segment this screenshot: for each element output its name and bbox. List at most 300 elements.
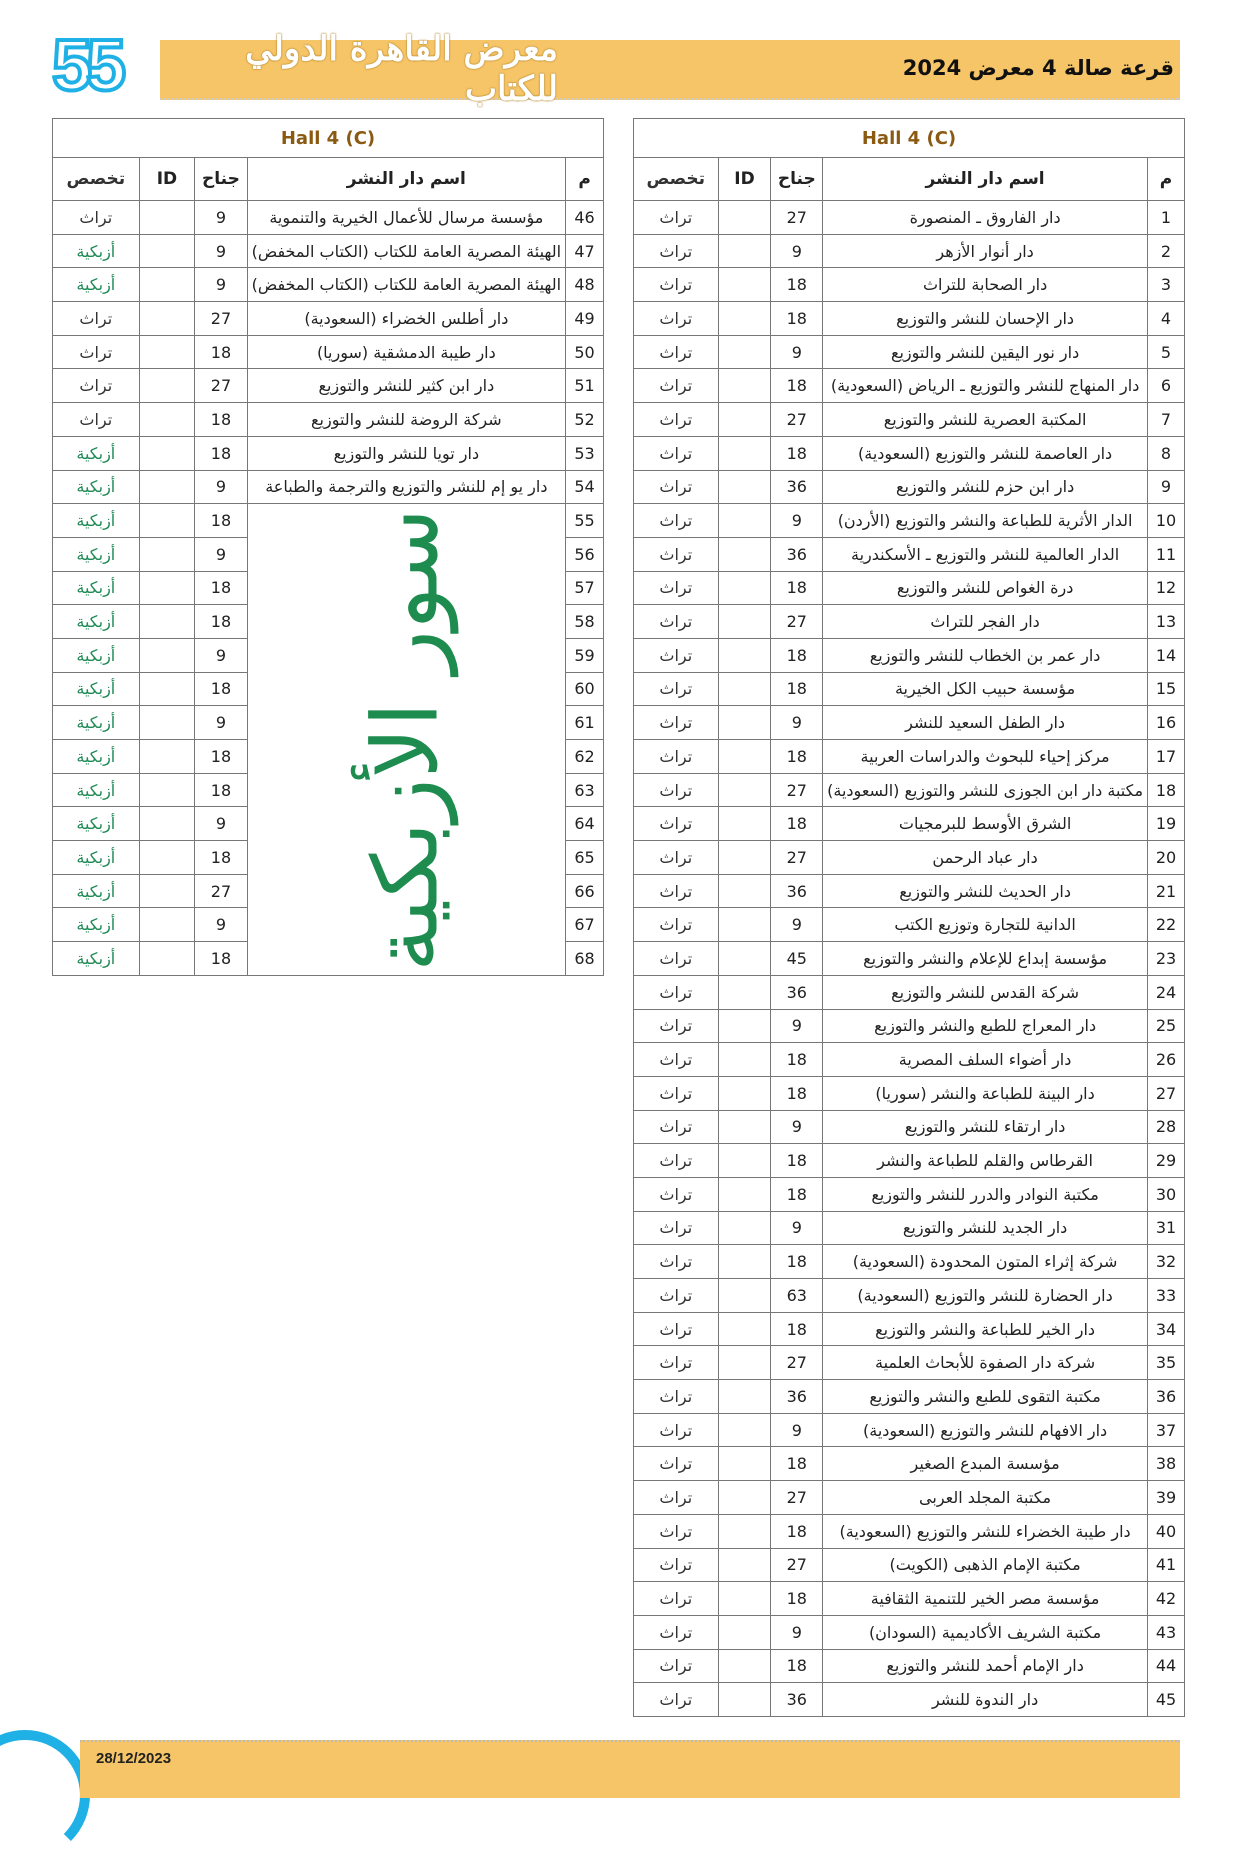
specialty: أزبكية <box>53 740 140 774</box>
specialty: تراث <box>634 1649 719 1683</box>
wing-size: 27 <box>771 841 823 875</box>
specialty: تراث <box>634 571 719 605</box>
publisher-name: شركة دار الصفوة للأبحاث العلمية <box>823 1346 1148 1380</box>
publisher-name: دار الخير للطباعة والنشر والتوزيع <box>823 1312 1148 1346</box>
row-number: 56 <box>566 537 604 571</box>
publisher-name: مؤسسة مصر الخير للتنمية الثقافية <box>823 1582 1148 1616</box>
publisher-name: مؤسسة المبدع الصغير <box>823 1447 1148 1481</box>
wing-size: 18 <box>771 1312 823 1346</box>
row-number: 36 <box>1148 1380 1185 1414</box>
booth-id <box>139 874 195 908</box>
table-row <box>634 1346 1185 1380</box>
specialty: تراث <box>53 403 140 437</box>
row-number: 14 <box>1148 638 1185 672</box>
specialty: تراث <box>634 1683 719 1717</box>
publisher-name: مكتبة دار ابن الجوزى للنشر والتوزيع (السعودية) <box>823 773 1148 807</box>
wing-size: 18 <box>195 335 247 369</box>
specialty: تراث <box>634 1481 719 1515</box>
publisher-name: مؤسسة إبداع للإعلام والنشر والتوزيع <box>823 942 1148 976</box>
publisher-name: دار أضواء السلف المصرية <box>823 1043 1148 1077</box>
specialty: أزبكية <box>53 672 140 706</box>
table-row <box>634 335 1185 369</box>
row-number: 38 <box>1148 1447 1185 1481</box>
row-number: 15 <box>1148 672 1185 706</box>
row-number: 21 <box>1148 874 1185 908</box>
column-header-specialty: تخصص <box>53 158 140 201</box>
publisher-name: دار الافهام للنشر والتوزيع (السعودية) <box>823 1413 1148 1447</box>
wing-size: 63 <box>771 1279 823 1313</box>
table-row <box>634 773 1185 807</box>
specialty: تراث <box>634 1548 719 1582</box>
booth-id <box>718 672 771 706</box>
wing-size: 9 <box>195 537 247 571</box>
specialty: تراث <box>634 807 719 841</box>
wing-size: 27 <box>771 403 823 437</box>
publisher-name: دار المنهاج للنشر والتوزيع ـ الرياض (السعودية) <box>823 369 1148 403</box>
table-row <box>634 1683 1185 1717</box>
wing-size: 9 <box>195 706 247 740</box>
publisher-name: دار أطلس الخضراء (السعودية) <box>247 302 566 336</box>
fair-edition-logo: 55 <box>52 26 121 106</box>
booth-id <box>139 942 195 976</box>
table-row <box>53 436 604 470</box>
exhibitors-table-left <box>52 118 604 976</box>
row-number: 50 <box>566 335 604 369</box>
row-number: 49 <box>566 302 604 336</box>
specialty: تراث <box>634 1615 719 1649</box>
row-number: 37 <box>1148 1413 1185 1447</box>
table-row <box>634 1110 1185 1144</box>
wing-size: 9 <box>771 335 823 369</box>
row-number: 63 <box>566 773 604 807</box>
wing-size: 9 <box>195 807 247 841</box>
wing-size: 18 <box>771 571 823 605</box>
specialty: تراث <box>634 537 719 571</box>
footer-bar <box>80 1740 1180 1798</box>
row-number: 2 <box>1148 234 1185 268</box>
booth-id <box>718 908 771 942</box>
booth-id <box>718 436 771 470</box>
booth-id <box>139 638 195 672</box>
wing-size: 9 <box>195 234 247 268</box>
booth-id <box>139 571 195 605</box>
table-row <box>634 369 1185 403</box>
table-row <box>634 403 1185 437</box>
booth-id <box>718 638 771 672</box>
azbakeya-wall-label: سور الأزبكية <box>353 507 459 972</box>
table-row <box>634 470 1185 504</box>
specialty: تراث <box>634 1245 719 1279</box>
publisher-name: دار البينة للطباعة والنشر (سوريا) <box>823 1076 1148 1110</box>
wing-size: 27 <box>195 874 247 908</box>
table-row <box>634 740 1185 774</box>
booth-id <box>718 1110 771 1144</box>
publisher-name: مكتبة المجلد العربى <box>823 1481 1148 1515</box>
specialty: أزبكية <box>53 841 140 875</box>
booth-id <box>139 537 195 571</box>
booth-id <box>139 369 195 403</box>
publisher-name: دار المعراج للطبع والنشر والتوزيع <box>823 1009 1148 1043</box>
specialty: تراث <box>634 1312 719 1346</box>
specialty: تراث <box>634 504 719 538</box>
publisher-name: المكتبة العصرية للنشر والتوزيع <box>823 403 1148 437</box>
wing-size: 9 <box>771 706 823 740</box>
wing-size: 18 <box>195 672 247 706</box>
booth-id <box>139 706 195 740</box>
wing-size: 9 <box>195 268 247 302</box>
table-row <box>634 1447 1185 1481</box>
specialty: تراث <box>634 1110 719 1144</box>
wing-size: 27 <box>771 201 823 235</box>
booth-id <box>718 470 771 504</box>
publisher-name: مركز إحياء للبحوث والدراسات العربية <box>823 740 1148 774</box>
specialty: تراث <box>634 335 719 369</box>
row-number: 54 <box>566 470 604 504</box>
row-number: 7 <box>1148 403 1185 437</box>
specialty: أزبكية <box>53 773 140 807</box>
wing-size: 18 <box>771 302 823 336</box>
row-number: 34 <box>1148 1312 1185 1346</box>
booth-id <box>718 1582 771 1616</box>
row-number: 64 <box>566 807 604 841</box>
footer-date: 28/12/2023 <box>96 1750 172 1767</box>
specialty: تراث <box>634 403 719 437</box>
specialty: تراث <box>634 1144 719 1178</box>
table-row <box>634 672 1185 706</box>
booth-id <box>718 1447 771 1481</box>
table-row <box>634 1649 1185 1683</box>
booth-id <box>718 403 771 437</box>
publisher-name: دار ابن كثير للنشر والتوزيع <box>247 369 566 403</box>
booth-id <box>718 1346 771 1380</box>
publisher-name: دار الفجر للتراث <box>823 605 1148 639</box>
wing-size: 18 <box>771 369 823 403</box>
table-row <box>634 1043 1185 1077</box>
wing-size: 45 <box>771 942 823 976</box>
table-row <box>634 1413 1185 1447</box>
wing-size: 18 <box>195 841 247 875</box>
booth-id <box>139 740 195 774</box>
booth-id <box>139 436 195 470</box>
booth-id <box>718 1245 771 1279</box>
hall-title: Hall 4 (C) <box>53 119 604 158</box>
specialty: أزبكية <box>53 874 140 908</box>
publisher-name: الدانية للتجارة وتوزيع الكتب <box>823 908 1148 942</box>
wing-size: 18 <box>195 740 247 774</box>
wing-size: 9 <box>771 1211 823 1245</box>
row-number: 47 <box>566 234 604 268</box>
specialty: تراث <box>634 1514 719 1548</box>
booth-id <box>139 470 195 504</box>
table-row <box>53 268 604 302</box>
row-number: 19 <box>1148 807 1185 841</box>
wing-size: 9 <box>771 1615 823 1649</box>
wing-size: 18 <box>195 942 247 976</box>
row-number: 4 <box>1148 302 1185 336</box>
row-number: 60 <box>566 672 604 706</box>
publisher-name: مكتبة الإمام الذهبى (الكويت) <box>823 1548 1148 1582</box>
table-row <box>634 1582 1185 1616</box>
wing-size: 18 <box>195 605 247 639</box>
wing-size: 18 <box>771 1649 823 1683</box>
publisher-name: الهيئة المصرية العامة للكتاب (الكتاب المخفض) <box>247 268 566 302</box>
row-number: 16 <box>1148 706 1185 740</box>
wing-size: 27 <box>771 1481 823 1515</box>
publisher-name: دار تويا للنشر والتوزيع <box>247 436 566 470</box>
booth-id <box>139 268 195 302</box>
row-number: 3 <box>1148 268 1185 302</box>
row-number: 59 <box>566 638 604 672</box>
booth-id <box>718 1211 771 1245</box>
table-row <box>634 1211 1185 1245</box>
booth-id <box>718 335 771 369</box>
booth-id <box>718 1481 771 1515</box>
wing-size: 18 <box>771 1177 823 1211</box>
booth-id <box>139 201 195 235</box>
row-number: 1 <box>1148 201 1185 235</box>
wing-size: 18 <box>771 1245 823 1279</box>
table-row <box>53 504 604 538</box>
specialty: تراث <box>53 302 140 336</box>
publisher-name: دار الندوة للنشر <box>823 1683 1148 1717</box>
row-number: 8 <box>1148 436 1185 470</box>
publisher-name: دار عباد الرحمن <box>823 841 1148 875</box>
row-number: 24 <box>1148 975 1185 1009</box>
specialty: أزبكية <box>53 605 140 639</box>
specialty: تراث <box>634 1009 719 1043</box>
column-header-wing: جناح <box>771 158 823 201</box>
table-row <box>634 537 1185 571</box>
booth-id <box>718 1312 771 1346</box>
table-row <box>53 470 604 504</box>
row-number: 68 <box>566 942 604 976</box>
publisher-name: دار طيبة الدمشقية (سوريا) <box>247 335 566 369</box>
publisher-name: مكتبة النوادر والدرر للنشر والتوزيع <box>823 1177 1148 1211</box>
table-row <box>634 302 1185 336</box>
specialty: تراث <box>634 1211 719 1245</box>
page-title: قرعة صالة 4 معرض 2024 <box>902 56 1174 80</box>
table-row <box>634 908 1185 942</box>
table-row <box>634 1548 1185 1582</box>
specialty: تراث <box>634 234 719 268</box>
table-row <box>53 369 604 403</box>
row-number: 27 <box>1148 1076 1185 1110</box>
specialty: أزبكية <box>53 571 140 605</box>
booth-id <box>718 1076 771 1110</box>
booth-id <box>718 706 771 740</box>
booth-id <box>139 773 195 807</box>
specialty: أزبكية <box>53 268 140 302</box>
specialty: تراث <box>634 740 719 774</box>
row-number: 65 <box>566 841 604 875</box>
wing-size: 18 <box>771 1447 823 1481</box>
specialty: تراث <box>634 1043 719 1077</box>
wing-size: 36 <box>771 470 823 504</box>
specialty: أزبكية <box>53 470 140 504</box>
table-row <box>634 504 1185 538</box>
row-number: 67 <box>566 908 604 942</box>
row-number: 35 <box>1148 1346 1185 1380</box>
publisher-name: الهيئة المصرية العامة للكتاب (الكتاب المخفض) <box>247 234 566 268</box>
row-number: 12 <box>1148 571 1185 605</box>
table-row <box>634 1076 1185 1110</box>
wing-size: 9 <box>771 504 823 538</box>
specialty: تراث <box>634 436 719 470</box>
table-row <box>53 335 604 369</box>
table-row <box>634 1514 1185 1548</box>
booth-id <box>139 234 195 268</box>
specialty: أزبكية <box>53 638 140 672</box>
wing-size: 27 <box>771 605 823 639</box>
publisher-name: القرطاس والقلم للطباعة والنشر <box>823 1144 1148 1178</box>
booth-id <box>139 908 195 942</box>
specialty: تراث <box>634 268 719 302</box>
wing-size: 18 <box>771 436 823 470</box>
booth-id <box>718 302 771 336</box>
row-number: 22 <box>1148 908 1185 942</box>
publisher-name: دار الجديد للنشر والتوزيع <box>823 1211 1148 1245</box>
row-number: 31 <box>1148 1211 1185 1245</box>
row-number: 62 <box>566 740 604 774</box>
specialty: تراث <box>634 908 719 942</box>
wing-size: 9 <box>195 638 247 672</box>
publisher-name: شركة إثراء المتون المحدودة (السعودية) <box>823 1245 1148 1279</box>
row-number: 30 <box>1148 1177 1185 1211</box>
row-number: 28 <box>1148 1110 1185 1144</box>
publisher-name: دار العاصمة للنشر والتوزيع (السعودية) <box>823 436 1148 470</box>
wing-size: 9 <box>771 1413 823 1447</box>
row-number: 58 <box>566 605 604 639</box>
table-row <box>634 1615 1185 1649</box>
specialty: تراث <box>634 201 719 235</box>
row-number: 46 <box>566 201 604 235</box>
column-header-name: اسم دار النشر <box>823 158 1148 201</box>
cairo-book-fair-logo: معرض القاهرة الدولي للكتاب <box>245 29 558 109</box>
row-number: 29 <box>1148 1144 1185 1178</box>
booth-id <box>718 504 771 538</box>
column-header-no: م <box>1148 158 1185 201</box>
booth-id <box>718 1548 771 1582</box>
publisher-name: دار الحديث للنشر والتوزيع <box>823 874 1148 908</box>
row-number: 51 <box>566 369 604 403</box>
table-row <box>53 302 604 336</box>
specialty: تراث <box>634 1380 719 1414</box>
table-row <box>634 201 1185 235</box>
wing-size: 18 <box>195 403 247 437</box>
wing-size: 18 <box>771 740 823 774</box>
specialty: تراث <box>634 605 719 639</box>
row-number: 53 <box>566 436 604 470</box>
wing-size: 18 <box>771 1076 823 1110</box>
table-row <box>634 234 1185 268</box>
specialty: تراث <box>634 706 719 740</box>
publisher-name: مكتبة التقوى للطبع والنشر والتوزيع <box>823 1380 1148 1414</box>
publisher-name: دار نور اليقين للنشر والتوزيع <box>823 335 1148 369</box>
publisher-name: دار الإمام أحمد للنشر والتوزيع <box>823 1649 1148 1683</box>
booth-id <box>139 672 195 706</box>
booth-id <box>718 1144 771 1178</box>
specialty: تراث <box>634 1447 719 1481</box>
wing-size: 18 <box>195 571 247 605</box>
table-row <box>634 1245 1185 1279</box>
specialty: تراث <box>53 369 140 403</box>
specialty: أزبكية <box>53 807 140 841</box>
booth-id <box>718 605 771 639</box>
booth-id <box>139 841 195 875</box>
wing-size: 27 <box>771 773 823 807</box>
wing-size: 18 <box>771 1582 823 1616</box>
wing-size: 36 <box>771 537 823 571</box>
specialty: تراث <box>634 470 719 504</box>
wing-size: 27 <box>195 302 247 336</box>
row-number: 5 <box>1148 335 1185 369</box>
wing-size: 27 <box>771 1548 823 1582</box>
booth-id <box>718 571 771 605</box>
wing-size: 18 <box>771 638 823 672</box>
specialty: أزبكية <box>53 436 140 470</box>
publisher-name: مكتبة الشريف الأكاديمية (السودان) <box>823 1615 1148 1649</box>
booth-id <box>718 1413 771 1447</box>
publisher-name: دار طيبة الخضراء للنشر والتوزيع (السعودية) <box>823 1514 1148 1548</box>
column-header-wing: جناح <box>195 158 247 201</box>
row-number: 57 <box>566 571 604 605</box>
wing-size: 18 <box>771 807 823 841</box>
specialty: أزبكية <box>53 706 140 740</box>
booth-id <box>139 807 195 841</box>
publisher-name: درة الغواص للنشر والتوزيع <box>823 571 1148 605</box>
row-number: 20 <box>1148 841 1185 875</box>
table-row <box>634 942 1185 976</box>
publisher-name: مؤسسة مرسال للأعمال الخيرية والتنموية <box>247 201 566 235</box>
table-row <box>634 605 1185 639</box>
booth-id <box>718 841 771 875</box>
booth-id <box>718 1514 771 1548</box>
publisher-name: دار ابن حزم للنشر والتوزيع <box>823 470 1148 504</box>
publisher-name: الشرق الأوسط للبرمجيات <box>823 807 1148 841</box>
wing-size: 36 <box>771 1683 823 1717</box>
specialty: أزبكية <box>53 234 140 268</box>
booth-id <box>718 537 771 571</box>
table-row <box>53 234 604 268</box>
publisher-name: دار عمر بن الخطاب للنشر والتوزيع <box>823 638 1148 672</box>
wing-size: 18 <box>195 436 247 470</box>
booth-id <box>718 975 771 1009</box>
booth-id <box>139 403 195 437</box>
row-number: 10 <box>1148 504 1185 538</box>
publisher-name: الدار العالمية للنشر والتوزيع ـ الأسكندرية <box>823 537 1148 571</box>
specialty: تراث <box>634 672 719 706</box>
booth-id <box>139 504 195 538</box>
row-number: 44 <box>1148 1649 1185 1683</box>
row-number: 42 <box>1148 1582 1185 1616</box>
publisher-name: دار الفاروق ـ المنصورة <box>823 201 1148 235</box>
wing-size: 36 <box>771 874 823 908</box>
table-row <box>634 1279 1185 1313</box>
column-header-id: ID <box>139 158 195 201</box>
row-number: 33 <box>1148 1279 1185 1313</box>
row-number: 25 <box>1148 1009 1185 1043</box>
wing-size: 36 <box>771 975 823 1009</box>
specialty: تراث <box>634 874 719 908</box>
booth-id <box>718 1615 771 1649</box>
specialty: تراث <box>634 773 719 807</box>
wing-size: 18 <box>771 672 823 706</box>
booth-id <box>718 268 771 302</box>
booth-id <box>718 807 771 841</box>
publisher-name: الدار الأثرية للطباعة والنشر والتوزيع (الأردن) <box>823 504 1148 538</box>
table-row <box>634 1144 1185 1178</box>
row-number: 9 <box>1148 470 1185 504</box>
